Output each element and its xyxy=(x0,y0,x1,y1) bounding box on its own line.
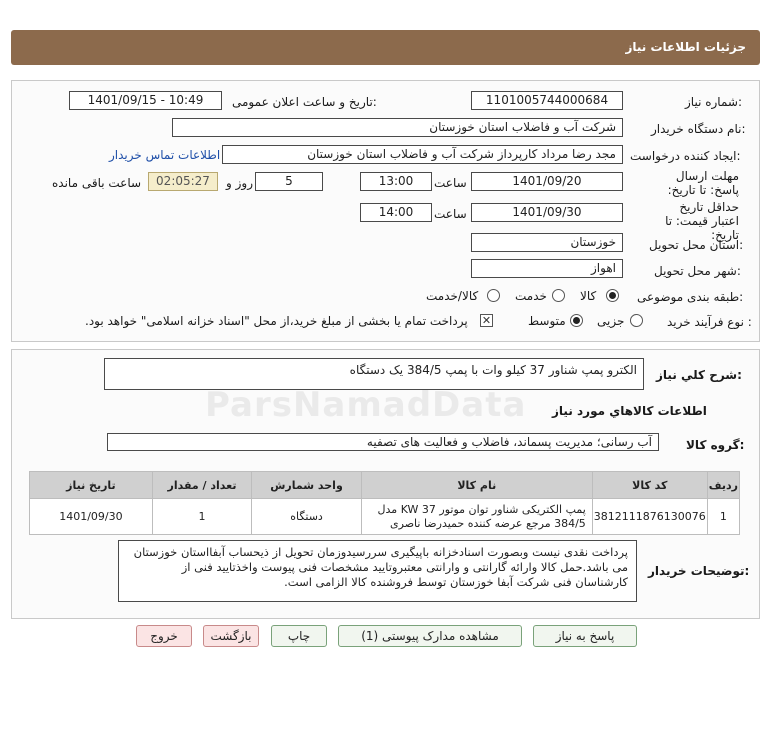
purchase-minor-label: جزیی xyxy=(597,314,625,328)
purchase-minor-radio[interactable] xyxy=(630,314,643,327)
buyer-notes-field: پرداخت نقدی نیست وبصورت اسنادخزانه باپیگیری سررسیدوزمان تحویل از ذیحساب آبفااستان خوزستان می باشد.حمل کالا وارائه گارانتی و وارانتی معتبروتایید مشخصات فنی پیوست واخذتایید فنی از کارشناسان فنی شرکت آبفا خوزستان توسط فروشنده کالا الزامی است. xyxy=(118,540,637,602)
attachments-button[interactable]: مشاهده مدارک پیوستی (1) xyxy=(338,625,522,647)
goods-table-header xyxy=(30,472,740,499)
goods-group-label: گروه کالا: xyxy=(686,438,745,452)
creator-field: مجد رضا مرداد کارپرداز شرکت آب و فاضلاب استان خوزستان xyxy=(222,145,623,164)
reply-button[interactable]: پاسخ به نیاز xyxy=(533,625,637,647)
remaining-label: ساعت باقی مانده xyxy=(52,176,142,190)
deadline-date-field: 1401/09/20 xyxy=(471,172,623,191)
category-label: طبقه بندی موضوعی: xyxy=(637,290,744,304)
purchase-type-label: نوع فرآیند خرید : xyxy=(667,315,752,329)
cell-name: پمپ الکتریکی شناور توان موتور KW 37 مدل 384/5 مرجع عرضه کننده حمیدرضا ناصری xyxy=(361,499,592,535)
buyer-org-label: نام دستگاه خریدار: xyxy=(651,122,746,136)
days-field: 5 xyxy=(255,172,323,191)
category-goods-radio[interactable] xyxy=(606,289,619,302)
treasury-payment-note: پرداخت تمام یا بخشی از مبلغ خرید،از محل "اسناد خزانه اسلامی" خواهد بود. xyxy=(85,314,468,328)
buyer-notes-label: توضیحات خریدار: xyxy=(648,564,750,578)
col-unit: واحد شمارش xyxy=(252,472,362,499)
deadline-time-field: 13:00 xyxy=(360,172,432,191)
category-service-radio[interactable] xyxy=(552,289,565,302)
purchase-medium-label: متوسط xyxy=(528,314,566,328)
validity-date-field: 1401/09/30 xyxy=(471,203,623,222)
announce-datetime-field: 1401/09/15 - 10:49 xyxy=(69,91,222,110)
page-header xyxy=(11,30,760,65)
validity-hour-label: ساعت xyxy=(434,207,467,221)
delivery-province-label: استان محل تحویل: xyxy=(649,238,744,252)
delivery-province-field: خوزستان xyxy=(471,233,623,252)
delivery-city-label: شهر محل تحویل: xyxy=(654,264,741,278)
treasury-payment-checkbox[interactable]: ✕ xyxy=(481,314,492,327)
announce-label: تاریخ و ساعت اعلان عمومی: xyxy=(232,95,377,109)
deadline-label: مهلت ارسال پاسخ: تا تاریخ: xyxy=(667,169,739,197)
cell-code: 3812111876130076 xyxy=(592,499,707,535)
exit-button[interactable]: خروج xyxy=(136,625,192,647)
buyer-org-field: شرکت آب و فاضلاب استان خوزستان xyxy=(172,118,623,137)
category-goods-service-radio[interactable] xyxy=(487,289,500,302)
cell-row: 1 xyxy=(707,499,739,535)
col-name: نام کالا xyxy=(361,472,592,499)
category-goods-label: کالا xyxy=(580,289,597,303)
print-button[interactable]: چاپ xyxy=(271,625,327,647)
goods-group-field: آب رسانی؛ مدیریت پسماند، فاضلاب و فعالیت های تصفیه xyxy=(107,433,659,451)
category-goods-service-label: کالا/خدمت xyxy=(426,289,479,303)
cell-qty: 1 xyxy=(152,499,251,535)
buyer-contact-link[interactable]: اطلاعات تماس خریدار xyxy=(109,148,221,162)
description-field: الکترو پمپ شناور 37 کیلو وات با پمپ 384/5 یک دستگاه xyxy=(104,358,644,390)
category-service-label: خدمت xyxy=(515,289,547,303)
validity-label: حداقل تاریخ اعتبار قیمت: تا تاریخ: xyxy=(665,200,739,242)
col-code: کد کالا xyxy=(592,472,707,499)
description-label: شرح کلي نياز: xyxy=(656,368,742,382)
validity-time-field: 14:00 xyxy=(360,203,432,222)
deadline-hour-label: ساعت xyxy=(434,176,467,190)
table-row xyxy=(30,499,740,535)
back-button[interactable]: بازگشت xyxy=(203,625,259,647)
page-title: جزئیات اطلاعات نیاز xyxy=(625,40,746,54)
delivery-city-field: اهواز xyxy=(471,259,623,278)
goods-section-title: اطلاعات کالاهاي مورد نياز xyxy=(552,404,707,418)
col-row: ردیف xyxy=(707,472,739,499)
cell-unit: دستگاه xyxy=(252,499,362,535)
goods-table xyxy=(29,471,740,535)
need-number-label: شماره نیاز: xyxy=(685,95,743,109)
purchase-medium-radio[interactable] xyxy=(570,314,583,327)
col-qty: تعداد / مقدار xyxy=(152,472,251,499)
remaining-time-field: 02:05:27 xyxy=(148,172,218,191)
cell-date: 1401/09/30 xyxy=(30,499,153,535)
days-label: روز و xyxy=(226,176,253,190)
need-number-field: 1101005744000684 xyxy=(471,91,623,110)
col-date: تاریخ نیاز xyxy=(30,472,153,499)
creator-label: ایجاد کننده درخواست: xyxy=(630,149,741,163)
